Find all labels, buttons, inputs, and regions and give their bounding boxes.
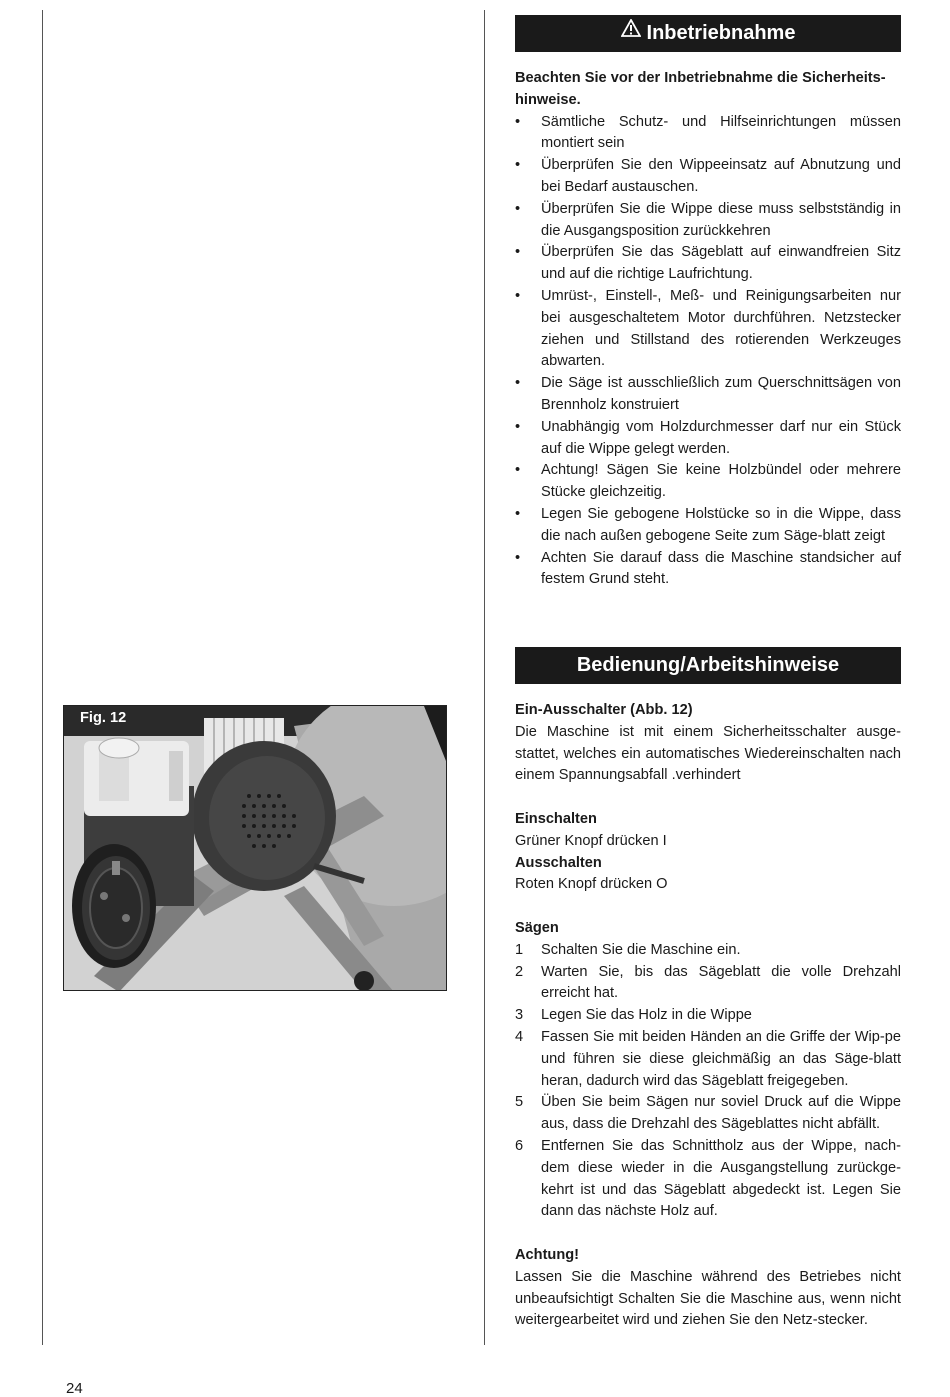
bullet-marker: •	[515, 505, 521, 522]
step-text: Fassen Sie mit beiden Händen an die Griffe der Wip-pe und führen sie diese gleichmäßig an das Säge-blatt heran, dadurch wird das Sägeblatt freigegeben.	[541, 1028, 901, 1089]
sawing-step	[515, 962, 901, 1006]
checklist-item	[515, 286, 901, 373]
checklist-item-text: Die Säge ist ausschließlich zum Querschnittsägen von Brennholz konstruiert	[541, 375, 901, 413]
checklist-item-text: Achtung! Sägen Sie keine Holzbündel oder mehrere Stücke gleichzeitig.	[541, 462, 901, 501]
checklist-item-text: Sämtliche Schutz- und Hilfseinrichtungen müssen montiert sein	[541, 113, 901, 152]
bullet-marker: •	[515, 157, 521, 174]
checklist-item-text: Überprüfen Sie das Sägeblatt auf einwandfreien Sitz und auf die richtige Laufrichtung.	[541, 244, 901, 283]
step-text: Schalten Sie die Maschine ein.	[541, 941, 741, 958]
step-number: 2	[515, 963, 524, 980]
bullet-marker: •	[515, 287, 521, 304]
switch-description: Die Maschine ist mit einem Sicherheitsschalter ausge-stattet, welches ein automatisches Wiedereinschalten nach einem Spannungsabfall .verhindert	[515, 723, 901, 784]
checklist-item	[515, 417, 901, 461]
step-text: Warten Sie, bis das Sägeblatt die volle Drehzahl erreicht hat.	[541, 963, 901, 1002]
step-number: 4	[515, 1028, 524, 1045]
checklist-item	[515, 460, 901, 504]
sawing-step	[515, 1027, 901, 1092]
step-text: Entfernen Sie das Schnittholz aus der Wippe, nach-dem diese wieder in die Ausgangstellung zurückge-kehrt ist und das Sägeblatt abgedeckt ist. Legen Sie dann das nächste Holz auf.	[541, 1137, 901, 1220]
checklist-item-text: Legen Sie gebogene Holstücke so in die Wippe, dass die nach außen gebogene Seite zum Säge-blatt zeigt	[541, 505, 901, 544]
page-number: 24	[66, 1380, 83, 1397]
bullet-marker: •	[515, 375, 521, 392]
step-number: 5	[515, 1094, 524, 1111]
bullet-marker: •	[515, 113, 521, 130]
step-text: Legen Sie das Holz in die Wippe	[541, 1007, 752, 1024]
section-inbetriebnahme	[515, 15, 901, 591]
section-heading-bedienung: Bedienung/Arbeitshinweise	[515, 647, 901, 684]
on-instruction: Grüner Knopf drücken I	[515, 832, 667, 849]
figure-12-photo	[63, 705, 447, 991]
section-heading-inbetriebnahme	[515, 15, 901, 52]
sawing-step	[515, 1136, 901, 1223]
checklist-item	[515, 504, 901, 548]
checklist-item	[515, 373, 901, 417]
checklist-item-text: Achten Sie darauf dass die Maschine standsicher auf festem Grund steht.	[541, 549, 901, 588]
center-column-rule	[484, 10, 485, 1345]
checklist-item	[515, 155, 901, 199]
warning-triangle-icon	[621, 13, 641, 50]
off-heading: Ausschalten	[515, 854, 602, 871]
checklist-item-text: Überprüfen Sie die Wippe diese muss selbstständig in die Ausgangsposition zurückkehren	[541, 200, 901, 239]
caution-text: Lassen Sie die Maschine während des Betriebes nicht unbeaufsichtigt Schalten Sie die Maschine aus, wenn nicht weitergearbeitet wird und ziehen Sie den Netz-stecker.	[515, 1268, 901, 1329]
checklist-item-text: Überprüfen Sie den Wippeeinsatz auf Abnutzung und bei Bedarf austauschen.	[541, 157, 901, 195]
section-bedienung	[515, 647, 901, 1332]
checklist-item-text: Unabhängig vom Holzdurchmesser darf nur ein Stück auf die Wippe gelegt werden.	[541, 418, 901, 457]
checklist-item	[515, 548, 901, 592]
off-instruction: Roten Knopf drücken O	[515, 876, 668, 893]
left-column-rule	[42, 10, 43, 1345]
saw-heading: Sägen	[515, 919, 559, 936]
checklist-item	[515, 242, 901, 286]
step-number: 3	[515, 1007, 524, 1024]
bullet-marker: •	[515, 200, 521, 217]
step-text: Üben Sie beim Sägen nur soviel Druck auf die Wippe aus, dass die Drehzahl des Sägeblattes nicht abfällt.	[541, 1094, 901, 1133]
machine-switch-motor-illustration	[64, 706, 447, 991]
bullet-marker: •	[515, 244, 521, 261]
sawing-step	[515, 1005, 901, 1027]
switch-heading: Ein-Ausschalter (Abb. 12)	[515, 702, 693, 718]
section-title: Inbetriebnahme	[646, 22, 796, 44]
startup-checklist	[515, 112, 901, 592]
caution-heading: Achtung!	[515, 1246, 580, 1263]
safety-intro: Beachten Sie vor der Inbetriebnahme die Sicherheits-hinweise.	[515, 70, 886, 108]
on-heading: Einschalten	[515, 810, 597, 827]
checklist-item	[515, 199, 901, 243]
bullet-marker: •	[515, 418, 521, 435]
sawing-step	[515, 1092, 901, 1136]
step-number: 1	[515, 941, 524, 958]
step-number: 6	[515, 1137, 524, 1154]
checklist-item	[515, 112, 901, 156]
figure-label: Fig. 12	[80, 710, 127, 726]
bullet-marker: •	[515, 462, 521, 479]
bullet-marker: •	[515, 549, 521, 566]
sawing-step	[515, 940, 901, 962]
checklist-item-text: Umrüst-, Einstell-, Meß- und Reinigungsarbeiten nur bei ausgeschaltetem Motor durchführen. Netzstecker ziehen und Stillstand des rotierenden Werkzeuges abwarten.	[541, 287, 901, 370]
sawing-steps	[515, 940, 901, 1223]
